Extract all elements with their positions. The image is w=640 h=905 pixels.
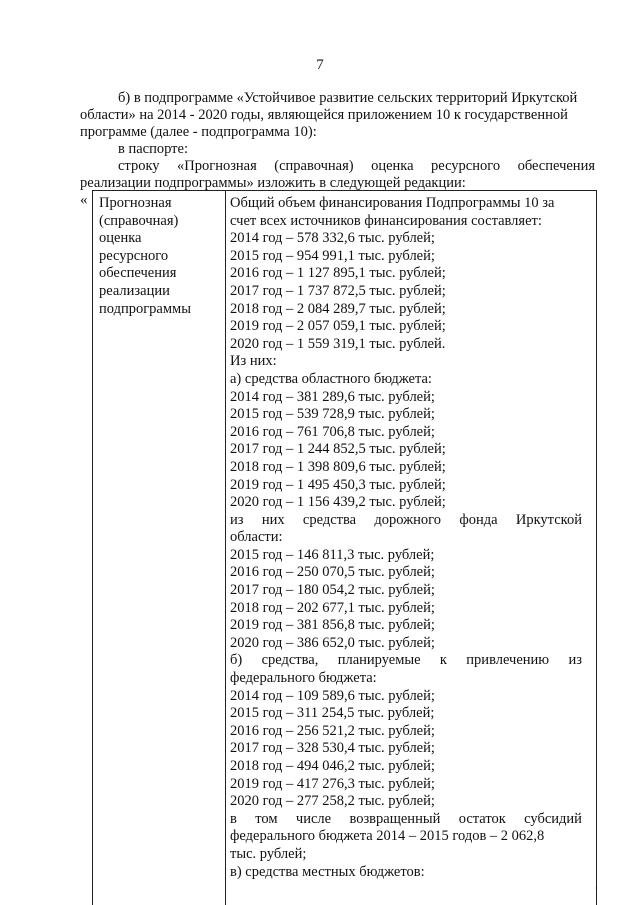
- total-year-line: 2019 год – 2 057 059,1 тыс. рублей;: [230, 318, 446, 335]
- regional-year-line: 2014 год – 381 289,6 тыс. рублей;: [230, 388, 435, 405]
- row-label-line: оценка: [99, 230, 142, 247]
- row-label-line: реализации: [99, 282, 170, 299]
- regional-year-line: 2019 год – 1 495 450,3 тыс. рублей;: [230, 476, 446, 493]
- justified-word: б): [230, 652, 243, 669]
- federal-year-line: 2017 год – 328 530,4 тыс. рублей;: [230, 740, 435, 757]
- justified-word: остаток: [458, 810, 506, 827]
- of-them-label: Из них:: [230, 353, 277, 370]
- justified-word: субсидий: [524, 810, 582, 827]
- federal-year-line: 2020 год – 277 258,2 тыс. рублей;: [230, 793, 435, 810]
- road-fund-year-line: 2020 год – 386 652,0 тыс. рублей;: [230, 634, 435, 651]
- road-fund-heading-cont: области:: [230, 529, 283, 546]
- intro-line: области» на 2014 - 2020 годы, являющейся приложением 10 к государственной: [80, 107, 568, 123]
- justified-word: в: [230, 810, 237, 827]
- federal-year-line: 2014 год – 109 589,6 тыс. рублей;: [230, 687, 435, 704]
- federal-budget-heading: [230, 652, 582, 670]
- row-label-line: подпрограммы: [99, 300, 191, 317]
- federal-year-line: 2015 год – 311 254,5 тыс. рублей;: [230, 705, 435, 722]
- justified-word: из: [230, 511, 244, 528]
- row-label-line: Прогнозная: [99, 195, 172, 211]
- total-year-line: 2014 год – 578 332,6 тыс. рублей;: [230, 230, 435, 247]
- regional-budget-heading: а) средства областного бюджета:: [230, 370, 432, 387]
- road-fund-year-line: 2018 год – 202 677,1 тыс. рублей;: [230, 599, 435, 616]
- total-funding-line: счет всех источников финансирования составляет:: [230, 212, 542, 229]
- total-funding-line: Общий объем финансирования Подпрограммы 10 за: [230, 195, 555, 211]
- justified-word: них: [261, 511, 285, 528]
- total-year-line: 2018 год – 2 084 289,7 тыс. рублей;: [230, 300, 446, 317]
- page-number: 7: [316, 57, 324, 73]
- justified-word: дорожного: [374, 511, 442, 528]
- funding-cell: [230, 195, 582, 881]
- scan-mark: ·: [594, 884, 597, 893]
- total-year-line: 2016 год – 1 127 895,1 тыс. рублей;: [230, 265, 446, 282]
- row-label-cell: [99, 195, 221, 318]
- justified-word: возвращенный: [349, 810, 441, 827]
- intro-line: программе (далее - подпрограмма 10):: [80, 124, 317, 140]
- total-year-line: 2015 год – 954 991,1 тыс. рублей;: [230, 247, 435, 264]
- federal-year-line: 2019 год – 417 276,3 тыс. рублей;: [230, 775, 435, 792]
- returned-balance-line: тыс. рублей;: [230, 845, 307, 862]
- road-fund-year-line: 2017 год – 180 054,2 тыс. рублей;: [230, 582, 435, 599]
- intro-line: реализации подпрограммы» изложить в следующей редакции:: [80, 175, 466, 191]
- returned-balance-line: федерального бюджета 2014 – 2015 годов – 2 062,8: [230, 828, 545, 845]
- federal-year-line: 2018 год – 494 046,2 тыс. рублей;: [230, 758, 435, 774]
- regional-year-line: 2020 год – 1 156 439,2 тыс. рублей;: [230, 494, 446, 511]
- road-fund-year-line: 2019 год – 381 856,8 тыс. рублей;: [230, 617, 435, 634]
- justified-word: Иркутской: [515, 511, 582, 528]
- local-budget-heading: в) средства местных бюджетов:: [230, 863, 425, 880]
- returned-balance-line: [230, 811, 582, 829]
- justified-word: из: [568, 652, 582, 669]
- total-year-line: 2017 год – 1 737 872,5 тыс. рублей;: [230, 282, 446, 299]
- justified-word: средства,: [261, 652, 319, 669]
- intro-line: б) в подпрограмме «Устойчивое развитие сельских территорий Иркутской: [118, 90, 578, 106]
- federal-budget-heading-cont: федерального бюджета:: [230, 670, 377, 687]
- justified-word: привлечению: [466, 652, 550, 669]
- regional-year-line: 2018 год – 1 398 809,6 тыс. рублей;: [230, 458, 446, 475]
- road-fund-heading: [230, 512, 582, 530]
- row-label-line: (справочная): [99, 212, 179, 229]
- federal-year-line: 2016 год – 256 521,2 тыс. рублей;: [230, 722, 435, 739]
- justified-word: том: [255, 810, 278, 827]
- justified-word: к: [439, 652, 447, 669]
- regional-year-line: 2016 год – 761 706,8 тыс. рублей;: [230, 423, 435, 440]
- intro-paragraph-2: в паспорте:: [118, 141, 188, 157]
- justified-word: фонда: [459, 511, 498, 528]
- road-fund-year-line: 2015 год – 146 811,3 тыс. рублей;: [230, 546, 435, 563]
- regional-year-line: 2017 год – 1 244 852,5 тыс. рублей;: [230, 441, 446, 458]
- passport-table: [92, 190, 597, 905]
- row-label-line: ресурсного: [99, 247, 169, 264]
- justified-word: средства: [302, 511, 357, 528]
- road-fund-year-line: 2016 год – 250 070,5 тыс. рублей;: [230, 564, 435, 581]
- column-divider: [225, 191, 226, 905]
- justified-word: планируемые: [337, 652, 421, 669]
- intro-line: строку «Прогнозная (справочная) оценка ресурсного обеспечения: [118, 158, 595, 174]
- total-year-line: 2020 год – 1 559 319,1 тыс. рублей.: [230, 335, 446, 352]
- row-label-line: обеспечения: [99, 265, 177, 282]
- regional-year-line: 2015 год – 539 728,9 тыс. рублей;: [230, 406, 435, 423]
- opening-quote: «: [80, 192, 88, 208]
- justified-word: числе: [295, 810, 332, 827]
